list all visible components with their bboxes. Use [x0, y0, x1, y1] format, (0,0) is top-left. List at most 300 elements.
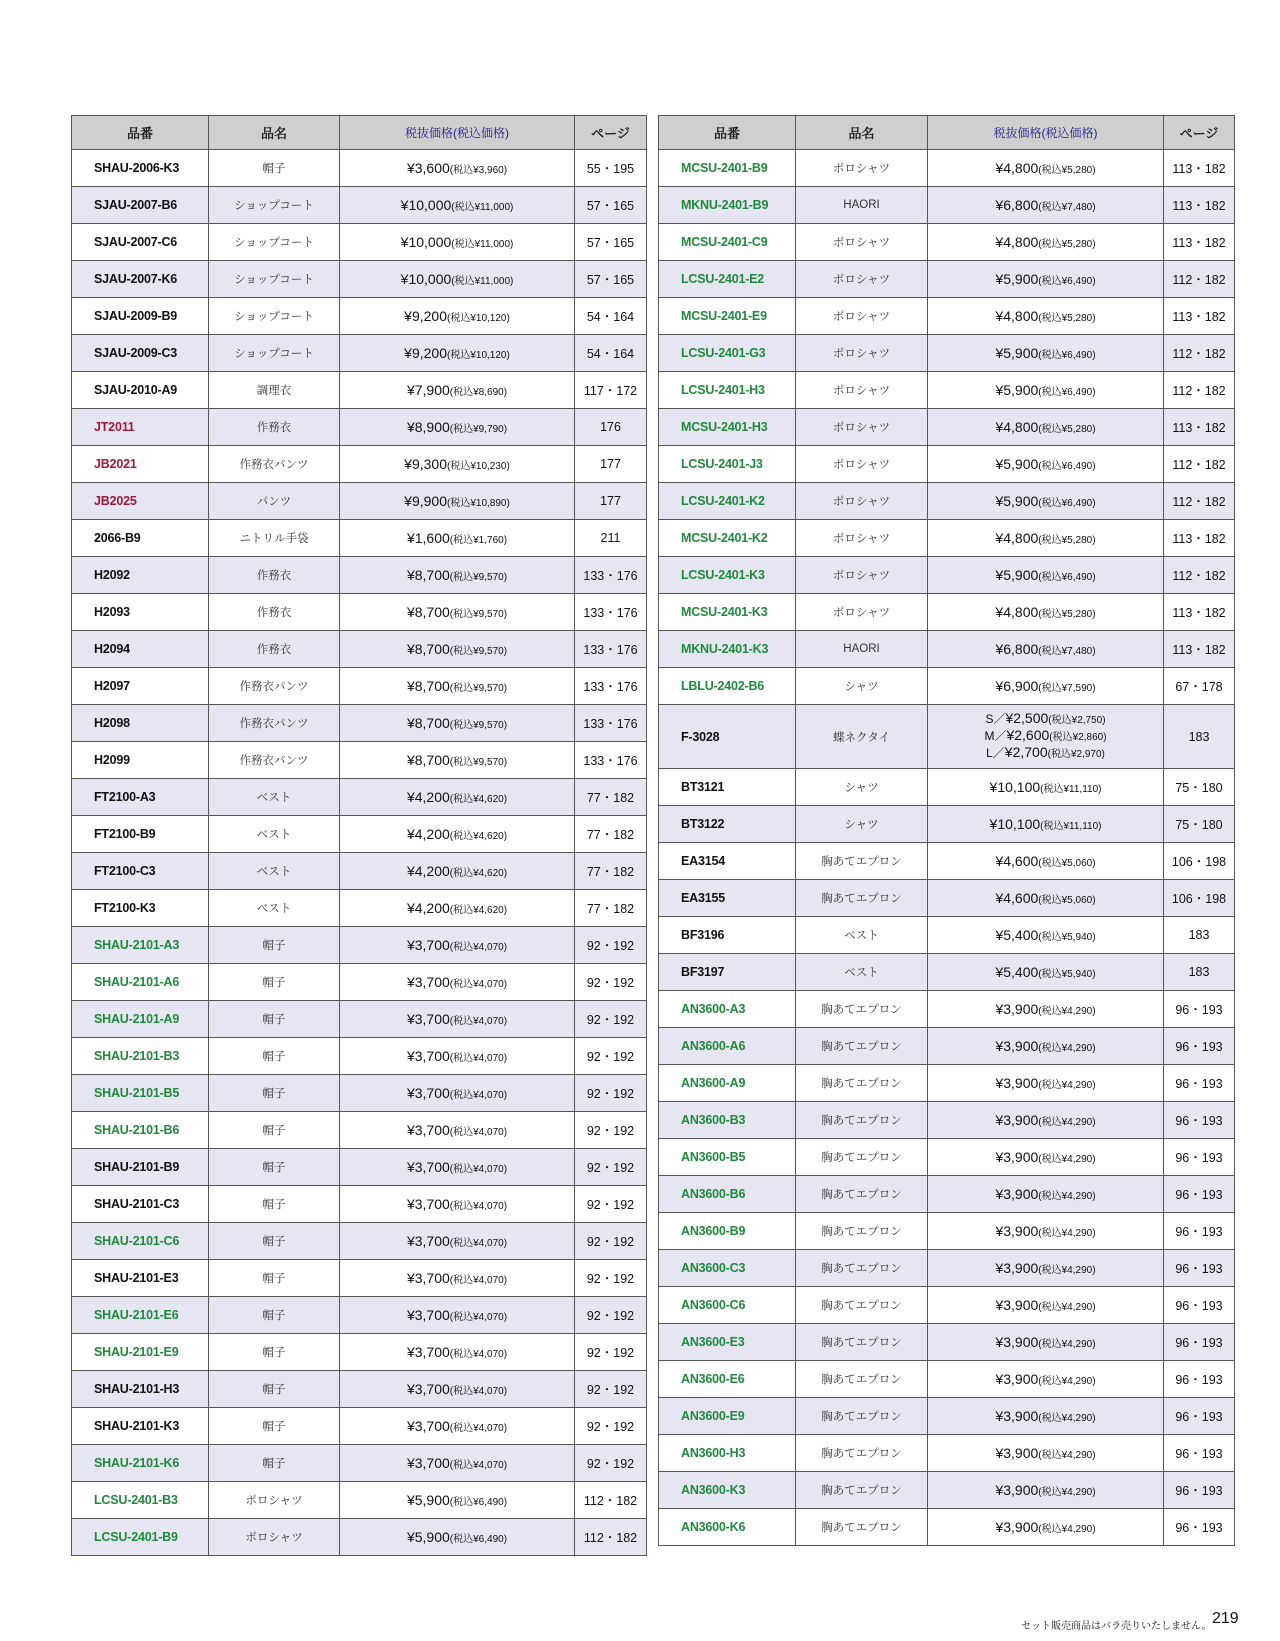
product-name: 調理衣 [209, 372, 340, 409]
price-tax: (税込¥4,290) [1038, 1487, 1096, 1498]
product-name: 帽子 [209, 1186, 340, 1223]
price-cell [928, 954, 1164, 991]
price-cell [928, 557, 1164, 594]
price-cell [928, 668, 1164, 705]
product-code: 2066-B9 [72, 520, 209, 557]
table-row [659, 187, 1235, 224]
page-ref: 117・172 [575, 372, 647, 409]
table-row [659, 1139, 1235, 1176]
price-cell [340, 631, 575, 668]
price-main: ¥9,300 [404, 456, 447, 472]
price-main: ¥5,900 [995, 493, 1039, 509]
page-ref: 113・182 [1164, 594, 1235, 631]
page-ref: 112・182 [1164, 261, 1235, 298]
table-row [659, 1176, 1235, 1213]
page-ref: 96・193 [1164, 1102, 1235, 1139]
product-code: LCSU-2401-B3 [72, 1482, 209, 1519]
price-tax: (税込¥5,060) [1038, 895, 1096, 906]
price-table-left [71, 115, 647, 1556]
price-tax: (税込¥4,070) [449, 1238, 508, 1249]
product-name: 帽子 [209, 1112, 340, 1149]
table-row [72, 520, 647, 557]
price-cell [928, 1176, 1164, 1213]
price-cell [340, 1408, 575, 1445]
page-ref: 67・178 [1164, 668, 1235, 705]
price-tax: (税込¥4,290) [1038, 1080, 1096, 1091]
price-tax: (税込¥3,960) [449, 165, 508, 176]
product-code: SJAU-2010-A9 [72, 372, 209, 409]
price-tax: (税込¥6,490) [1038, 387, 1096, 398]
page-ref: 96・193 [1164, 1398, 1235, 1435]
price-tax: (税込¥6,490) [1038, 498, 1096, 509]
price-cell [928, 298, 1164, 335]
price-main: ¥10,000 [400, 271, 452, 287]
price-cell [928, 1213, 1164, 1250]
price-tax: (税込¥4,290) [1038, 1006, 1096, 1017]
price-cell [928, 705, 1164, 769]
price-cell [340, 372, 575, 409]
page-ref: 112・182 [575, 1482, 647, 1519]
price-main: ¥3,600 [406, 160, 450, 176]
header-price: 税抜価格(税込価格) [340, 116, 575, 150]
page-ref: 75・180 [1164, 769, 1235, 806]
price-tax: (税込¥5,280) [1038, 165, 1096, 176]
table-row [72, 1519, 647, 1556]
product-name: ポロシャツ [796, 372, 928, 409]
page-ref: 176 [575, 409, 647, 446]
price-cell [928, 1361, 1164, 1398]
page-ref: 77・182 [575, 853, 647, 890]
page-ref: 183 [1164, 954, 1235, 991]
price-cell [928, 631, 1164, 668]
page-ref: 92・192 [575, 1038, 647, 1075]
table-row [659, 954, 1235, 991]
product-name: ポロシャツ [209, 1482, 340, 1519]
header-page: ページ [575, 116, 647, 150]
price-cell [928, 991, 1164, 1028]
price-tax: (税込¥5,280) [1038, 239, 1096, 250]
price-cell [340, 816, 575, 853]
price-tax: (税込¥4,070) [449, 1312, 508, 1323]
price-main: ¥3,700 [406, 1122, 450, 1138]
price-cell [928, 446, 1164, 483]
product-code: AN3600-A6 [659, 1028, 796, 1065]
product-name: 作務衣 [209, 557, 340, 594]
product-code: AN3600-E3 [659, 1324, 796, 1361]
product-name: シャツ [796, 806, 928, 843]
price-main: ¥3,900 [995, 1334, 1039, 1350]
price-main: ¥2,600 [1006, 727, 1050, 743]
product-name: ニトリル手袋 [209, 520, 340, 557]
price-cell [340, 964, 575, 1001]
table-header-row [72, 116, 647, 150]
price-main: ¥3,900 [995, 1112, 1039, 1128]
header-page: ページ [1164, 116, 1235, 150]
product-code: SJAU-2007-C6 [72, 224, 209, 261]
price-main: ¥5,900 [995, 382, 1039, 398]
price-main: ¥3,700 [406, 1085, 450, 1101]
product-code: SHAU-2101-B3 [72, 1038, 209, 1075]
product-name: 胸あてエプロン [796, 1435, 928, 1472]
product-code: SJAU-2009-C3 [72, 335, 209, 372]
price-tax: (税込¥2,860) [1049, 732, 1107, 743]
product-code: SHAU-2101-B5 [72, 1075, 209, 1112]
price-cell [928, 1324, 1164, 1361]
product-code: LCSU-2401-B9 [72, 1519, 209, 1556]
product-name: ポロシャツ [796, 150, 928, 187]
product-code: SHAU-2101-C6 [72, 1223, 209, 1260]
price-main: ¥3,700 [406, 1011, 450, 1027]
price-cell [340, 557, 575, 594]
product-code: MKNU-2401-K3 [659, 631, 796, 668]
product-name: HAORI [796, 187, 928, 224]
price-tax: (税込¥9,790) [449, 424, 508, 435]
product-code: F-3028 [659, 705, 796, 769]
page-ref: 96・193 [1164, 1028, 1235, 1065]
product-name: ショップコート [209, 224, 340, 261]
page-ref: 54・164 [575, 335, 647, 372]
price-tax: (税込¥10,120) [447, 350, 510, 361]
price-tax: (税込¥5,940) [1038, 969, 1096, 980]
price-main: ¥3,900 [995, 1371, 1039, 1387]
page-ref: 177 [575, 446, 647, 483]
product-code: FT2100-B9 [72, 816, 209, 853]
price-main: ¥3,900 [995, 1519, 1039, 1535]
price-tax: (税込¥4,290) [1038, 1413, 1096, 1424]
price-tax: (税込¥4,290) [1038, 1450, 1096, 1461]
product-code: AN3600-B6 [659, 1176, 796, 1213]
price-cell [928, 409, 1164, 446]
product-code: AN3600-C3 [659, 1250, 796, 1287]
price-tax: (税込¥10,890) [447, 498, 510, 509]
price-tax: (税込¥4,070) [449, 1201, 508, 1212]
table-row [72, 853, 647, 890]
page-ref: 106・198 [1164, 843, 1235, 880]
table-header-row [659, 116, 1235, 150]
table-row [659, 594, 1235, 631]
price-cell [340, 1371, 575, 1408]
product-name: 作務衣パンツ [209, 742, 340, 779]
table-row [659, 843, 1235, 880]
header-code: 品番 [659, 116, 796, 150]
product-name: ベスト [796, 954, 928, 991]
price-cell [928, 1509, 1164, 1546]
page-ref: 57・165 [575, 187, 647, 224]
product-code: AN3600-B3 [659, 1102, 796, 1139]
price-cell [340, 298, 575, 335]
product-name: シャツ [796, 668, 928, 705]
price-cell [340, 853, 575, 890]
product-name: 帽子 [209, 1223, 340, 1260]
page-ref: 96・193 [1164, 1509, 1235, 1546]
product-name: シャツ [796, 769, 928, 806]
table-row [72, 261, 647, 298]
product-code: AN3600-B5 [659, 1139, 796, 1176]
price-main: ¥3,900 [995, 1186, 1039, 1202]
price-tax: (税込¥4,070) [449, 1423, 508, 1434]
page-ref: 133・176 [575, 742, 647, 779]
product-code: H2092 [72, 557, 209, 594]
price-main: ¥3,900 [995, 1297, 1039, 1313]
price-line [928, 711, 1163, 728]
price-main: ¥4,200 [406, 826, 450, 842]
table-row [659, 1287, 1235, 1324]
product-name: 作務衣 [209, 409, 340, 446]
price-tax: (税込¥4,620) [449, 905, 508, 916]
price-tax: (税込¥4,620) [449, 794, 508, 805]
product-name: 胸あてエプロン [796, 991, 928, 1028]
product-name: 胸あてエプロン [796, 1028, 928, 1065]
price-cell [340, 1445, 575, 1482]
table-row [659, 1435, 1235, 1472]
price-tax: (税込¥5,280) [1038, 424, 1096, 435]
price-main: ¥3,700 [406, 1455, 450, 1471]
table-row [72, 594, 647, 631]
product-code: SHAU-2101-E9 [72, 1334, 209, 1371]
price-main: ¥3,700 [406, 1233, 450, 1249]
price-cell [340, 890, 575, 927]
product-name: 胸あてエプロン [796, 1250, 928, 1287]
price-main: ¥4,200 [406, 863, 450, 879]
product-code: SJAU-2009-B9 [72, 298, 209, 335]
price-main: ¥5,900 [995, 345, 1039, 361]
page-ref: 96・193 [1164, 1065, 1235, 1102]
product-name: 作務衣 [209, 631, 340, 668]
price-tax: (税込¥5,940) [1038, 932, 1096, 943]
price-main: ¥5,900 [995, 567, 1039, 583]
price-tax: (税込¥9,570) [449, 720, 508, 731]
price-tax: (税込¥4,290) [1038, 1339, 1096, 1350]
page-ref: 112・182 [1164, 372, 1235, 409]
price-cell [340, 520, 575, 557]
price-main: ¥4,800 [995, 419, 1039, 435]
table-row [72, 964, 647, 1001]
price-main: ¥3,900 [995, 1408, 1039, 1424]
header-name: 品名 [796, 116, 928, 150]
product-code: MCSU-2401-E9 [659, 298, 796, 335]
price-tax: (税込¥4,290) [1038, 1524, 1096, 1535]
product-code: LCSU-2401-K2 [659, 483, 796, 520]
product-name: 作務衣パンツ [209, 446, 340, 483]
product-code: FT2100-K3 [72, 890, 209, 927]
table-row [72, 927, 647, 964]
page-ref: 57・165 [575, 224, 647, 261]
price-cell [340, 668, 575, 705]
price-cell [340, 1186, 575, 1223]
price-cell [928, 224, 1164, 261]
price-tax: (税込¥2,750) [1048, 715, 1106, 726]
price-cell [928, 1398, 1164, 1435]
product-name: 帽子 [209, 1260, 340, 1297]
price-main: ¥4,600 [995, 890, 1039, 906]
price-main: ¥6,800 [995, 197, 1039, 213]
price-tax: (税込¥6,490) [1038, 276, 1096, 287]
table-row [659, 1361, 1235, 1398]
product-code: H2094 [72, 631, 209, 668]
product-name: ポロシャツ [796, 594, 928, 631]
table-row [72, 1297, 647, 1334]
table-row [659, 557, 1235, 594]
table-row [659, 705, 1235, 769]
table-row [72, 1371, 647, 1408]
table-row [659, 1250, 1235, 1287]
price-tax: (税込¥6,490) [1038, 572, 1096, 583]
price-tax: (税込¥4,070) [449, 1349, 508, 1360]
price-main: ¥4,200 [406, 789, 450, 805]
price-main: ¥3,900 [995, 1038, 1039, 1054]
table-row [72, 705, 647, 742]
price-main: ¥7,900 [406, 382, 450, 398]
price-tax: (税込¥11,000) [451, 202, 514, 213]
product-name: 胸あてエプロン [796, 1472, 928, 1509]
page-ref: 183 [1164, 705, 1235, 769]
table-row [72, 1186, 647, 1223]
price-main: ¥3,700 [406, 1418, 450, 1434]
product-name: ショップコート [209, 298, 340, 335]
page-ref: 96・193 [1164, 1250, 1235, 1287]
price-tax: (税込¥2,970) [1047, 749, 1105, 760]
price-cell [928, 483, 1164, 520]
product-name: ショップコート [209, 261, 340, 298]
page-ref: 96・193 [1164, 991, 1235, 1028]
price-tax: (税込¥4,290) [1038, 1265, 1096, 1276]
price-cell [340, 1519, 575, 1556]
page-ref: 113・182 [1164, 409, 1235, 446]
size-label: L／ [986, 746, 1005, 760]
page-ref: 57・165 [575, 261, 647, 298]
page-ref: 92・192 [575, 1371, 647, 1408]
table-row [659, 1509, 1235, 1546]
page-ref: 112・182 [1164, 335, 1235, 372]
product-code: MCSU-2401-B9 [659, 150, 796, 187]
product-name: ポロシャツ [796, 261, 928, 298]
price-cell [340, 335, 575, 372]
page-ref: 133・176 [575, 668, 647, 705]
table-row [72, 779, 647, 816]
price-main: ¥3,700 [406, 974, 450, 990]
table-row [659, 668, 1235, 705]
price-cell [928, 1102, 1164, 1139]
header-price: 税抜価格(税込価格) [928, 116, 1164, 150]
price-cell [928, 1435, 1164, 1472]
product-code: SHAU-2101-K6 [72, 1445, 209, 1482]
price-tax: (税込¥4,070) [449, 1090, 508, 1101]
product-name: 胸あてエプロン [796, 1102, 928, 1139]
product-code: AN3600-E9 [659, 1398, 796, 1435]
table-row [659, 806, 1235, 843]
product-code: SHAU-2101-B6 [72, 1112, 209, 1149]
table-row [659, 446, 1235, 483]
page-ref: 112・182 [575, 1519, 647, 1556]
product-code: JT2011 [72, 409, 209, 446]
page-ref: 96・193 [1164, 1176, 1235, 1213]
price-cell [340, 1297, 575, 1334]
product-code: MKNU-2401-B9 [659, 187, 796, 224]
price-cell [928, 1287, 1164, 1324]
product-code: AN3600-E6 [659, 1361, 796, 1398]
product-name: 作務衣パンツ [209, 705, 340, 742]
price-tax: (税込¥11,000) [451, 276, 514, 287]
table-row [659, 880, 1235, 917]
price-main: ¥3,700 [406, 1196, 450, 1212]
price-main: ¥9,200 [404, 345, 447, 361]
page-ref: 177 [575, 483, 647, 520]
price-tax: (税込¥4,070) [449, 1275, 508, 1286]
product-name: 帽子 [209, 1038, 340, 1075]
header-code: 品番 [72, 116, 209, 150]
price-tax: (税込¥11,110) [1040, 821, 1102, 832]
price-main: ¥5,900 [995, 271, 1039, 287]
product-name: 胸あてエプロン [796, 1065, 928, 1102]
price-cell [928, 261, 1164, 298]
product-name: 胸あてエプロン [796, 1287, 928, 1324]
product-name: ベスト [209, 853, 340, 890]
product-name: ベスト [209, 816, 340, 853]
price-cell [340, 483, 575, 520]
price-main: ¥1,600 [406, 530, 450, 546]
product-code: SHAU-2101-K3 [72, 1408, 209, 1445]
price-cell [340, 187, 575, 224]
page-ref: 96・193 [1164, 1435, 1235, 1472]
price-tax: (税込¥4,290) [1038, 1043, 1096, 1054]
product-name: 胸あてエプロン [796, 1509, 928, 1546]
table-row [659, 409, 1235, 446]
product-name: 蝶ネクタイ [796, 705, 928, 769]
price-main: ¥3,700 [406, 937, 450, 953]
product-code: BF3197 [659, 954, 796, 991]
product-code: BT3121 [659, 769, 796, 806]
product-code: MCSU-2401-K2 [659, 520, 796, 557]
product-name: 胸あてエプロン [796, 1176, 928, 1213]
product-code: BF3196 [659, 917, 796, 954]
size-label: S／ [985, 712, 1006, 726]
price-cell [928, 806, 1164, 843]
price-tax: (税込¥6,490) [1038, 461, 1096, 472]
product-name: 胸あてエプロン [796, 1398, 928, 1435]
table-row [659, 483, 1235, 520]
product-code: H2097 [72, 668, 209, 705]
page-ref: 133・176 [575, 705, 647, 742]
page-ref: 183 [1164, 917, 1235, 954]
page-ref: 113・182 [1164, 520, 1235, 557]
product-name: 帽子 [209, 1408, 340, 1445]
product-name: 胸あてエプロン [796, 880, 928, 917]
product-code: EA3155 [659, 880, 796, 917]
price-cell [928, 1028, 1164, 1065]
price-main: ¥10,000 [400, 197, 452, 213]
price-line [928, 728, 1163, 745]
price-cell [928, 1065, 1164, 1102]
page-ref: 92・192 [575, 1001, 647, 1038]
price-tax: (税込¥9,570) [449, 683, 508, 694]
product-code: SHAU-2101-B9 [72, 1149, 209, 1186]
product-code: SHAU-2101-E6 [72, 1297, 209, 1334]
price-main: ¥3,900 [995, 1260, 1039, 1276]
price-cell [340, 1149, 575, 1186]
price-main: ¥8,700 [406, 604, 450, 620]
price-cell [928, 1139, 1164, 1176]
product-name: ポロシャツ [796, 335, 928, 372]
page-ref: 92・192 [575, 927, 647, 964]
header-name: 品名 [209, 116, 340, 150]
table-row [659, 1028, 1235, 1065]
price-cell [928, 1250, 1164, 1287]
product-code: LCSU-2401-K3 [659, 557, 796, 594]
price-main: ¥6,900 [995, 678, 1039, 694]
price-tax: (税込¥9,570) [449, 609, 508, 620]
product-code: AN3600-K3 [659, 1472, 796, 1509]
price-cell [340, 1075, 575, 1112]
